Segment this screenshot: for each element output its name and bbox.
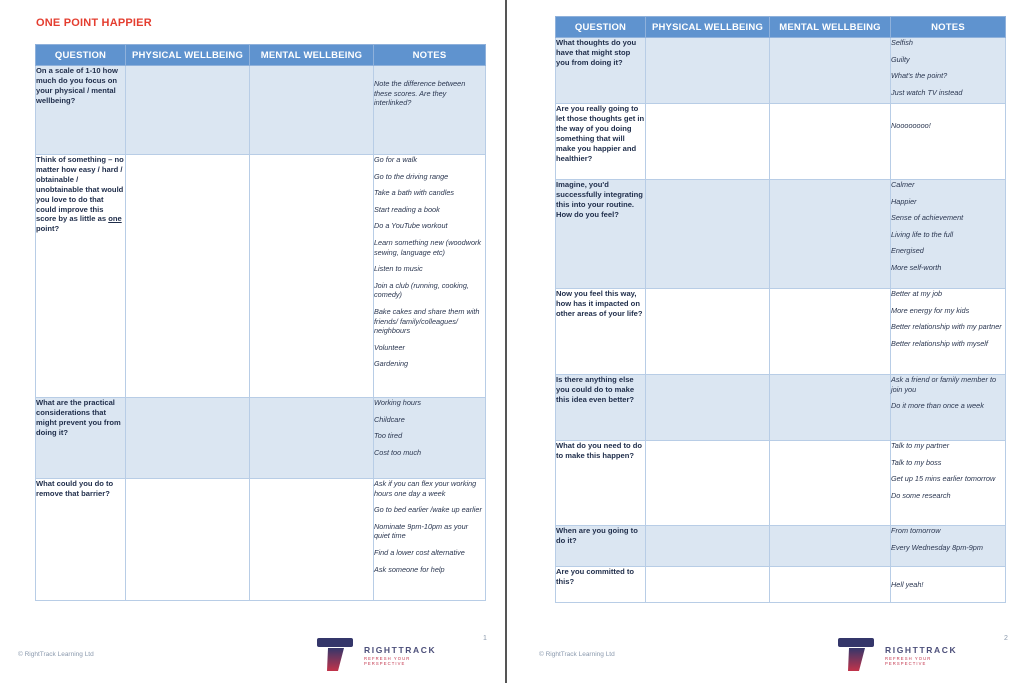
mental-wellbeing-cell[interactable] <box>770 441 891 526</box>
physical-wellbeing-cell[interactable] <box>646 567 770 603</box>
physical-wellbeing-cell[interactable] <box>646 526 770 567</box>
mental-wellbeing-cell[interactable] <box>770 180 891 289</box>
header-physical-wellbeing: PHYSICAL WELLBEING <box>126 45 250 66</box>
notes-cell <box>891 104 1006 180</box>
note-item: Gardening <box>374 359 409 369</box>
note-item: Happier <box>891 196 917 206</box>
note-item: Do a YouTube workout <box>374 221 448 231</box>
note-item: Too tired <box>374 431 403 441</box>
table-row <box>36 398 486 479</box>
question-cell: What are the practical considerations that might prevent you from doing it? <box>36 398 126 479</box>
question-cell: What could you do to remove that barrier? <box>36 479 126 601</box>
physical-wellbeing-cell[interactable] <box>646 38 770 104</box>
note-item: Noooooooo! <box>891 121 931 130</box>
notes-cell <box>374 155 486 398</box>
note-item: Go to bed earlier /wake up earlier <box>374 505 482 515</box>
physical-wellbeing-cell[interactable] <box>126 479 250 601</box>
righttrack-logo-mark-icon <box>835 636 879 672</box>
mental-wellbeing-cell[interactable] <box>770 38 891 104</box>
note-item: Talk to my partner <box>891 441 950 450</box>
note-item: Better relationship with myself <box>891 338 988 348</box>
question-cell: Imagine, you'd successfully integrating this into your routine. How do you feel? <box>556 180 646 289</box>
mental-wellbeing-cell[interactable] <box>770 289 891 375</box>
note-item: Go for a walk <box>374 155 417 164</box>
page-2 <box>507 0 1024 683</box>
question-text-end: point? <box>36 224 60 234</box>
header-notes: NOTES <box>374 45 486 66</box>
note-item: Go to the driving range <box>374 171 449 181</box>
note-item: Cost too much <box>374 447 422 457</box>
note-item: Talk to my boss <box>891 457 942 467</box>
worksheet-table-page-2 <box>555 16 1006 603</box>
note-item: Selfish <box>891 38 913 47</box>
note-item: Do it more than once a week <box>891 401 984 411</box>
note-item: Listen to music <box>374 264 423 274</box>
note-item: Nominate 9pm-10pm as your quiet time <box>374 521 469 541</box>
header-mental-wellbeing: MENTAL WELLBEING <box>250 45 374 66</box>
physical-wellbeing-cell[interactable] <box>646 375 770 441</box>
brand-tagline: REFRESH YOUR PERSPECTIVE <box>885 656 932 666</box>
page-number: 2 <box>1004 635 1008 642</box>
table-row <box>556 180 1006 289</box>
document-title: ONE POINT HAPPIER <box>36 17 152 29</box>
note-item: Ask someone for help <box>374 564 445 574</box>
note-item: Every Wednesday 8pm-9pm <box>891 542 983 552</box>
table-row <box>556 375 1006 441</box>
mental-wellbeing-cell[interactable] <box>770 375 891 441</box>
note-item: Start reading a book <box>374 204 440 214</box>
physical-wellbeing-cell[interactable] <box>646 180 770 289</box>
copyright-text: © RightTrack Learning Ltd <box>539 651 615 658</box>
note-item: Guilty <box>891 54 910 64</box>
righttrack-logo <box>835 636 965 672</box>
physical-wellbeing-cell[interactable] <box>646 289 770 375</box>
worksheet-table-page-1 <box>35 44 486 601</box>
note-item: Note the difference between these scores. Are they interlinked? <box>374 79 466 108</box>
note-item: From tomorrow <box>891 526 941 535</box>
note-item: Ask a friend or family member to join you <box>891 375 997 394</box>
notes-cell <box>374 66 486 155</box>
brand-tagline: REFRESH YOUR PERSPECTIVE <box>364 656 411 666</box>
table-row <box>36 155 486 398</box>
header-notes: NOTES <box>891 17 1006 38</box>
question-emphasis: one <box>108 214 122 224</box>
mental-wellbeing-cell[interactable] <box>770 526 891 567</box>
physical-wellbeing-cell[interactable] <box>646 104 770 180</box>
table-row <box>36 479 486 601</box>
notes-cell <box>891 375 1006 441</box>
physical-wellbeing-cell[interactable] <box>126 155 250 398</box>
brand-name: RIGHTTRACK <box>364 645 437 655</box>
mental-wellbeing-cell[interactable] <box>250 479 374 601</box>
header-mental-wellbeing: MENTAL WELLBEING <box>770 17 891 38</box>
notes-cell <box>891 567 1006 603</box>
note-item: Learn something new (woodwork sewing, language etc) <box>374 237 482 257</box>
table-header-row <box>36 45 486 66</box>
note-item: Just watch TV instead <box>891 87 963 97</box>
page-1 <box>0 0 505 683</box>
note-item: Better at my job <box>891 289 943 298</box>
note-item: More energy for my kids <box>891 305 970 315</box>
note-item: Join a club (running, cooking, comedy) <box>374 280 469 300</box>
question-cell: Are you committed to this? <box>556 567 646 603</box>
note-item: Childcare <box>374 414 405 424</box>
header-question: QUESTION <box>556 17 646 38</box>
righttrack-logo-mark-icon <box>314 636 358 672</box>
notes-cell <box>891 38 1006 104</box>
physical-wellbeing-cell[interactable] <box>126 398 250 479</box>
note-item: What's the point? <box>891 71 948 81</box>
question-text: Think of something – no matter how easy / hard / obtainable / unobtainable that would you love to do that could improve this score by as little as <box>36 155 124 224</box>
note-item: Energised <box>891 246 924 256</box>
question-cell: Are you really going to let those thoughts get in the way of you doing something that will make you happier and healthier? <box>556 104 646 180</box>
note-item: Take a bath with candles <box>374 188 455 198</box>
note-item: Sense of achievement <box>891 213 964 223</box>
notes-cell <box>891 289 1006 375</box>
notes-cell <box>891 441 1006 526</box>
note-item: More self-worth <box>891 262 942 272</box>
table-row <box>556 567 1006 603</box>
header-question: QUESTION <box>36 45 126 66</box>
notes-cell <box>891 526 1006 567</box>
table-header-row <box>556 17 1006 38</box>
physical-wellbeing-cell[interactable] <box>646 441 770 526</box>
mental-wellbeing-cell[interactable] <box>250 155 374 398</box>
question-cell: What do you need to do to make this happen? <box>556 441 646 526</box>
note-item: Working hours <box>374 398 422 407</box>
mental-wellbeing-cell[interactable] <box>250 398 374 479</box>
question-cell: Is there anything else you could do to make this idea even better? <box>556 375 646 441</box>
mental-wellbeing-cell[interactable] <box>250 66 374 155</box>
brand-name: RIGHTTRACK <box>885 645 958 655</box>
notes-cell <box>374 398 486 479</box>
notes-cell <box>891 180 1006 289</box>
note-item: Get up 15 mins earlier tomorrow <box>891 474 996 484</box>
table-row <box>556 289 1006 375</box>
righttrack-logo <box>314 636 444 672</box>
table-row <box>556 38 1006 104</box>
physical-wellbeing-cell[interactable] <box>126 66 250 155</box>
header-physical-wellbeing: PHYSICAL WELLBEING <box>646 17 770 38</box>
notes-cell <box>374 479 486 601</box>
page-number: 1 <box>483 635 487 642</box>
note-item: Volunteer <box>374 342 405 352</box>
question-cell: Now you feel this way, how has it impacted on other areas of your life? <box>556 289 646 375</box>
mental-wellbeing-cell[interactable] <box>770 104 891 180</box>
note-item: Hell yeah! <box>891 579 924 589</box>
table-row <box>36 66 486 155</box>
note-item: Find a lower cost alternative <box>374 547 465 557</box>
mental-wellbeing-cell[interactable] <box>770 567 891 603</box>
note-item: Better relationship with my partner <box>891 322 1002 332</box>
table-row <box>556 441 1006 526</box>
question-cell: What thoughts do you have that might stop you from doing it? <box>556 38 646 104</box>
copyright-text: © RightTrack Learning Ltd <box>18 651 94 658</box>
note-item: Calmer <box>891 180 915 189</box>
question-cell: On a scale of 1-10 how much do you focus on your physical / mental wellbeing? <box>36 66 126 155</box>
note-item: Do some research <box>891 490 951 500</box>
question-cell <box>36 155 126 398</box>
note-item: Bake cakes and share them with friends/ family/colleagues/ neighbours <box>374 306 480 336</box>
note-item: Living life to the full <box>891 229 954 239</box>
question-cell: When are you going to do it? <box>556 526 646 567</box>
table-row <box>556 104 1006 180</box>
note-item: Ask if you can flex your working hours one day a week <box>374 479 477 498</box>
table-row <box>556 526 1006 567</box>
